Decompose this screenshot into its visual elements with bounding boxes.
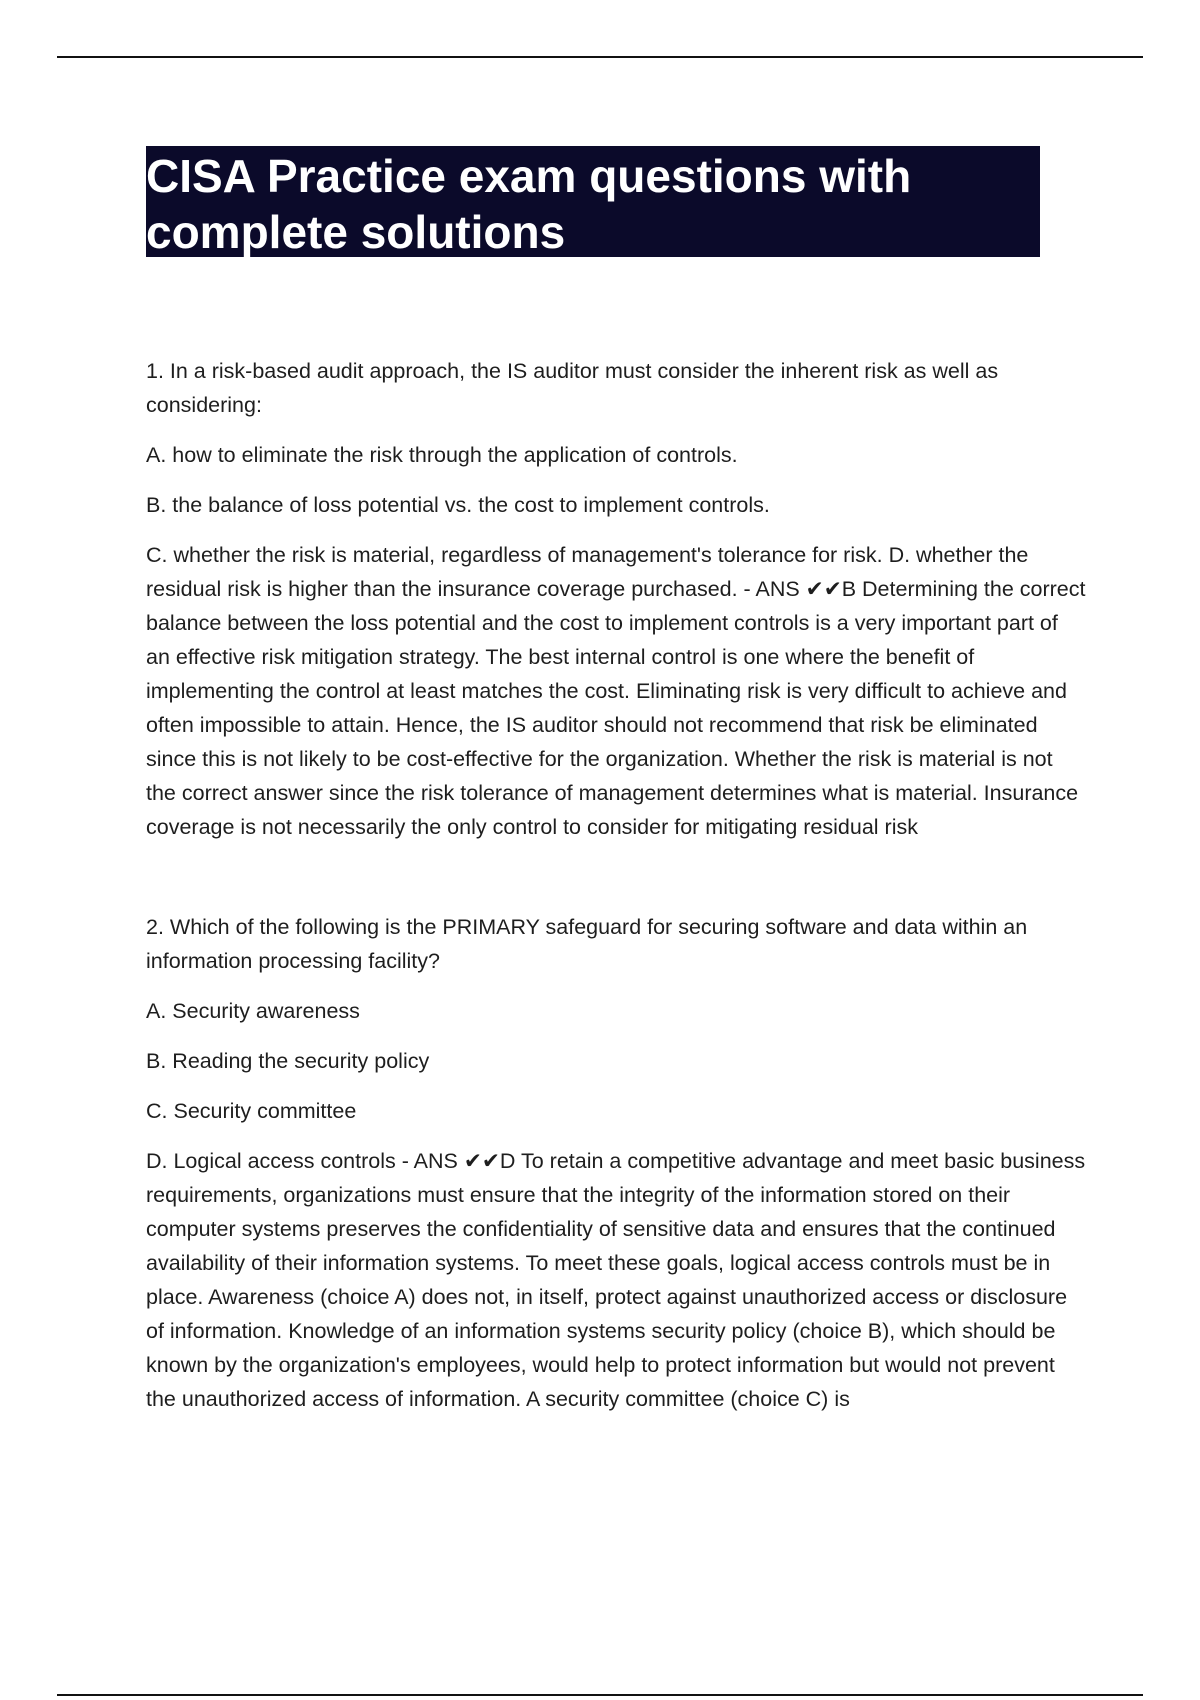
answer-option: A. Security awareness <box>146 999 360 1023</box>
answer-option: B. Reading the security policy <box>146 1049 430 1073</box>
question-stem: 1. In a risk-based audit approach, the IS auditor must consider the inherent risk as well as considering: <box>146 359 999 417</box>
bottom-rule <box>57 1694 1143 1696</box>
top-rule <box>57 56 1143 58</box>
document-title: CISA Practice exam questions with complete solutions <box>146 150 912 258</box>
answer-option: B. the balance of loss potential vs. the cost to implement controls. <box>146 493 770 517</box>
answer-explanation: D. Logical access controls - ANS ✔✔D To retain a competitive advantage and meet basic business requirements, organizations must ensure that the integrity of the information stored on their computer systems preserves the confidentiality of sensitive data and ensures that the continued availability of their information systems. To meet these goals, logical access controls must be in place. Awareness (choice A) does not, in itself, protect against unauthorized access or disclosure of information. Knowledge of an information systems security policy (choice B), which should be known by the organization's employees, would help to protect information but would not prevent the unauthorized access of information. A security committee (choice C) is <box>146 1149 1086 1411</box>
title-banner <box>146 146 1040 257</box>
document-body <box>146 354 1086 1432</box>
question-1 <box>146 354 1086 844</box>
question-stem: 2. Which of the following is the PRIMARY safeguard for securing software and data within an information processing facility? <box>146 915 1028 973</box>
question-2 <box>146 910 1086 1416</box>
answer-option: C. Security committee <box>146 1099 357 1123</box>
answer-option: A. how to eliminate the risk through the application of controls. <box>146 443 738 467</box>
answer-explanation: C. whether the risk is material, regardless of management's tolerance for risk. D. whether the residual risk is higher than the insurance coverage purchased. - ANS ✔✔B Determining the correct balance between the loss potential and the cost to implement controls is a very important part of an effective risk mitigation strategy. The best internal control is one where the benefit of implementing the control at least matches the cost. Eliminating risk is very difficult to achieve and often impossible to attain. Hence, the IS auditor should not recommend that risk be eliminated since this is not likely to be cost-effective for the organization. Whether the risk is material is not the correct answer since the risk tolerance of management determines what is material. Insurance coverage is not necessarily the only control to consider for mitigating residual risk <box>146 543 1086 839</box>
